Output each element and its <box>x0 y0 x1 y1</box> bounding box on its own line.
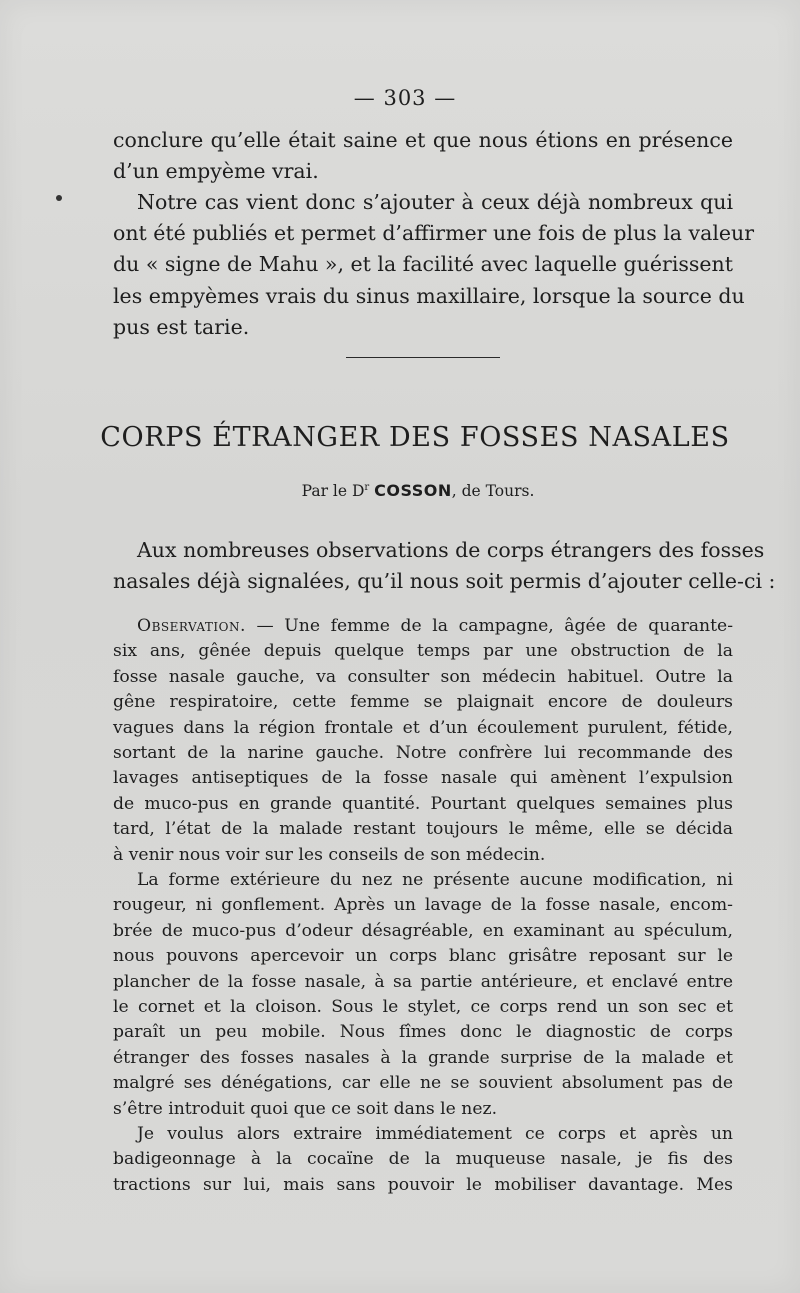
extraction-paragraph <box>113 1122 733 1198</box>
text-line: gêne respiratoire, cette femme se plaignait encore de douleurs <box>113 692 733 713</box>
text-line: sortant de la narine gauche. Notre confrère lui recommande des <box>113 743 733 764</box>
text-line: badigeonnage à la cocaïne de la muqueuse nasale, je fis des <box>113 1149 733 1170</box>
text-line: brée de muco-pus d’odeur désagréable, en examinant au spéculum, <box>113 920 733 941</box>
text-line: rougeur, ni gonflement. Après un lavage de la fosse nasale, encom- <box>113 895 733 916</box>
section-divider <box>346 357 500 358</box>
text-line: vagues dans la région frontale et d’un écoulement purulent, fétide, <box>113 717 733 738</box>
text-line: le cornet et la cloison. Sous le stylet, ce corps rend un son sec et <box>113 997 733 1018</box>
text-line: tractions sur lui, mais sans pouvoir le mobiliser davantage. Mes <box>113 1174 733 1195</box>
text-line: pus est tarie. <box>113 314 250 339</box>
text-line: Notre cas vient donc s’ajouter à ceux déjà nombreux qui <box>137 190 733 214</box>
text-line: d’un empyème vrai. <box>113 159 319 184</box>
text-line: plancher de la fosse nasale, à sa partie antérieure, et enclavé entre <box>113 971 733 992</box>
text-line: de muco-pus en grande quantité. Pourtant quelques semaines plus <box>113 793 733 814</box>
text-line: les empyèmes vrais du sinus maxillaire, lorsque la source du <box>113 283 745 308</box>
byline <box>0 481 800 500</box>
intro-paragraph <box>113 125 733 187</box>
text-line: ont été publiés et permet d’affirmer une fois de plus la valeur <box>113 221 755 246</box>
text-line: conclure qu’elle était saine et que nous étions en présence <box>113 128 733 152</box>
examination-paragraph <box>113 868 733 1122</box>
ink-speck <box>56 195 62 201</box>
text-line: La forme extérieure du nez ne présente aucune modification, ni <box>137 870 733 890</box>
text-line: paraît un peu mobile. Nous fîmes donc le diagnostic de corps <box>113 1022 733 1043</box>
text-line: lavages antiseptiques de la fosse nasale qui amènent l’expulsion <box>113 768 733 789</box>
article-title: CORPS ÉTRANGER DES FOSSES NASALES <box>100 422 730 453</box>
text-line: s’être introduit quoi que ce soit dans le nez. <box>113 1098 498 1119</box>
page-number: — 303 — <box>353 86 457 110</box>
text-line: nous pouvons apercevoir un corps blanc grisâtre reposant sur le <box>113 946 733 967</box>
text-line: nasales déjà signalées, qu’il nous soit permis d’ajouter celle-ci : <box>113 569 776 594</box>
byline-suffix: , de Tours. <box>451 482 535 500</box>
observation-label: Observation. <box>137 616 246 636</box>
byline-author: COSSON <box>374 481 452 500</box>
lead-paragraph <box>113 535 776 597</box>
text-line: Je voulus alors extraire immédiatement ce corps et après un <box>137 1124 733 1144</box>
byline-sup: r <box>364 481 370 493</box>
byline-prefix: Par le D <box>301 482 365 500</box>
text-line: fosse nasale gauche, va consulter son médecin habituel. Outre la <box>113 666 733 687</box>
text-line: six ans, gênée depuis quelque temps par une obstruction de la <box>113 641 733 662</box>
text-line: étranger des fosses nasales à la grande surprise de la malade et <box>113 1047 733 1068</box>
text-line: malgré ses dénégations, car elle ne se souvient absolument pas de <box>113 1073 733 1094</box>
conclusion-paragraph <box>113 187 755 343</box>
text-fragment: — Une femme de la campagne, âgée de quarante- <box>245 616 733 636</box>
observation-first-line <box>113 614 733 639</box>
text-line: du « signe de Mahu », et la facilité avec laquelle guérissent <box>113 252 733 277</box>
text-line: tard, l’état de la malade restant toujours le même, elle se décida <box>113 819 733 840</box>
text-line: à venir nous voir sur les conseils de son médecin. <box>113 844 546 865</box>
observation-paragraph <box>113 614 733 868</box>
text-line: Aux nombreuses observations de corps étrangers des fosses <box>137 538 765 562</box>
